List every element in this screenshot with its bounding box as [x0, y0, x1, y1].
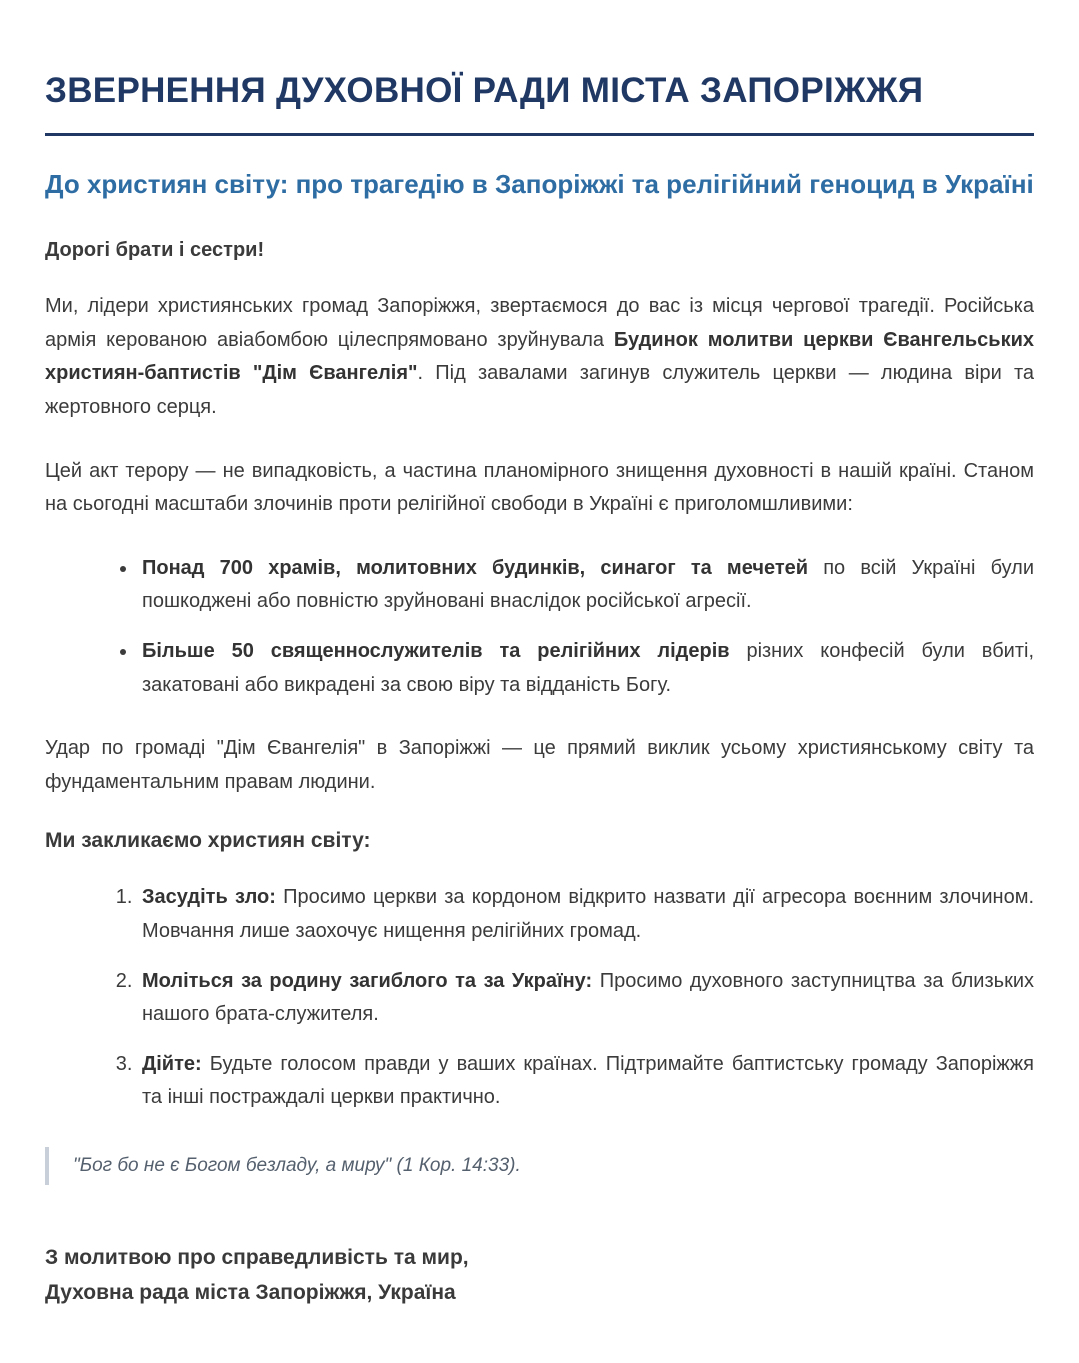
calls-list — [45, 881, 1034, 1115]
list-item-temples-bold: Понад 700 храмів, молитовних будинків, синагог та мечетей — [142, 556, 809, 579]
greeting-line: Дорогі брати і сестри! — [45, 239, 265, 262]
list-item-temples — [138, 552, 1034, 619]
list-item-clergy-bold: Більше 50 священнослужителів та релігійних лідерів — [142, 639, 730, 662]
call-item-condemn-bold: Засудіть зло: — [142, 886, 276, 909]
paragraph-terror: Цей акт терору — не випадковість, а частина планомірного знищення духовності в нашій країні. Станом на сьогодні масштаби злочинів проти релігійної свободи в Україні є приголомшливими: — [45, 459, 1034, 516]
paragraph-intro — [45, 290, 1034, 424]
paragraph-intro-lead: Ми, лідери християнських громад Запоріжжя, звертаємося до вас із місця чергової трагедії. Російська армія керованою авіабомбою цілеспрямовано зруйнувала — [45, 295, 1034, 351]
list-item-clergy-rest: різних конфесій були вбиті, закатовані або викрадені за свою віру та відданість Богу. — [142, 639, 1034, 696]
document-subtitle: До християн світу: про трагедію в Запоріжжі та релігійний геноцид в Україні — [45, 168, 1034, 199]
call-item-condemn-rest: Просимо церкви за кордоном відкрито назвати дії агресора воєнним злочином. Мовчання лише заохочує нищення релігійних громад. — [142, 886, 1034, 942]
paragraph-intro-tail: . Під завалами загинув служитель церкви — людина віри та жертовного серця. — [45, 362, 1035, 418]
title-divider — [45, 133, 1034, 136]
closing-line-1: З молитвою про справедливість та мир, — [45, 1246, 469, 1270]
call-item-act — [138, 1048, 1034, 1115]
call-item-act-rest: Будьте голосом правди у ваших країнах. Підтримайте баптистську громаду Запоріжжя та інші постраждалі церкви практично. — [142, 1052, 1034, 1109]
call-item-pray-rest: Просимо духовного заступництва за близьких нашого брата-служителя. — [142, 969, 1034, 1026]
paragraph-intro-bold: Будинок молитви церкви Євангельських християн-баптистів "Дім Євангелія" — [45, 328, 1035, 385]
scripture-quote: "Бог бо не є Богом безладу, а миру" (1 Кор. 14:33). — [45, 1147, 1034, 1185]
statistics-list — [45, 552, 1034, 702]
call-to-action-heading: Ми закликаємо християн світу: — [45, 829, 371, 853]
call-item-pray-bold: Моліться за родину загиблого та за Україну: — [142, 969, 593, 992]
list-item-clergy — [138, 635, 1034, 702]
page-title: ЗВЕРНЕННЯ ДУХОВНОЇ РАДИ МІСТА ЗАПОРІЖЖЯ — [45, 71, 924, 110]
closing-signature — [45, 1241, 1034, 1310]
call-item-act-bold: Дійте: — [142, 1052, 202, 1075]
closing-line-2: Духовна рада міста Запоріжжя, Україна — [45, 1280, 456, 1304]
list-item-temples-rest: по всій Україні були пошкоджені або повністю зруйновані внаслідок російської агресії. — [142, 556, 1035, 613]
call-item-pray — [138, 965, 1034, 1032]
paragraph-challenge: Удар по громаді "Дім Євангелія" в Запоріжжі — це прямий виклик усьому християнському світу та фундаментальним правам людини. — [45, 737, 1034, 793]
call-item-condemn — [138, 881, 1034, 948]
